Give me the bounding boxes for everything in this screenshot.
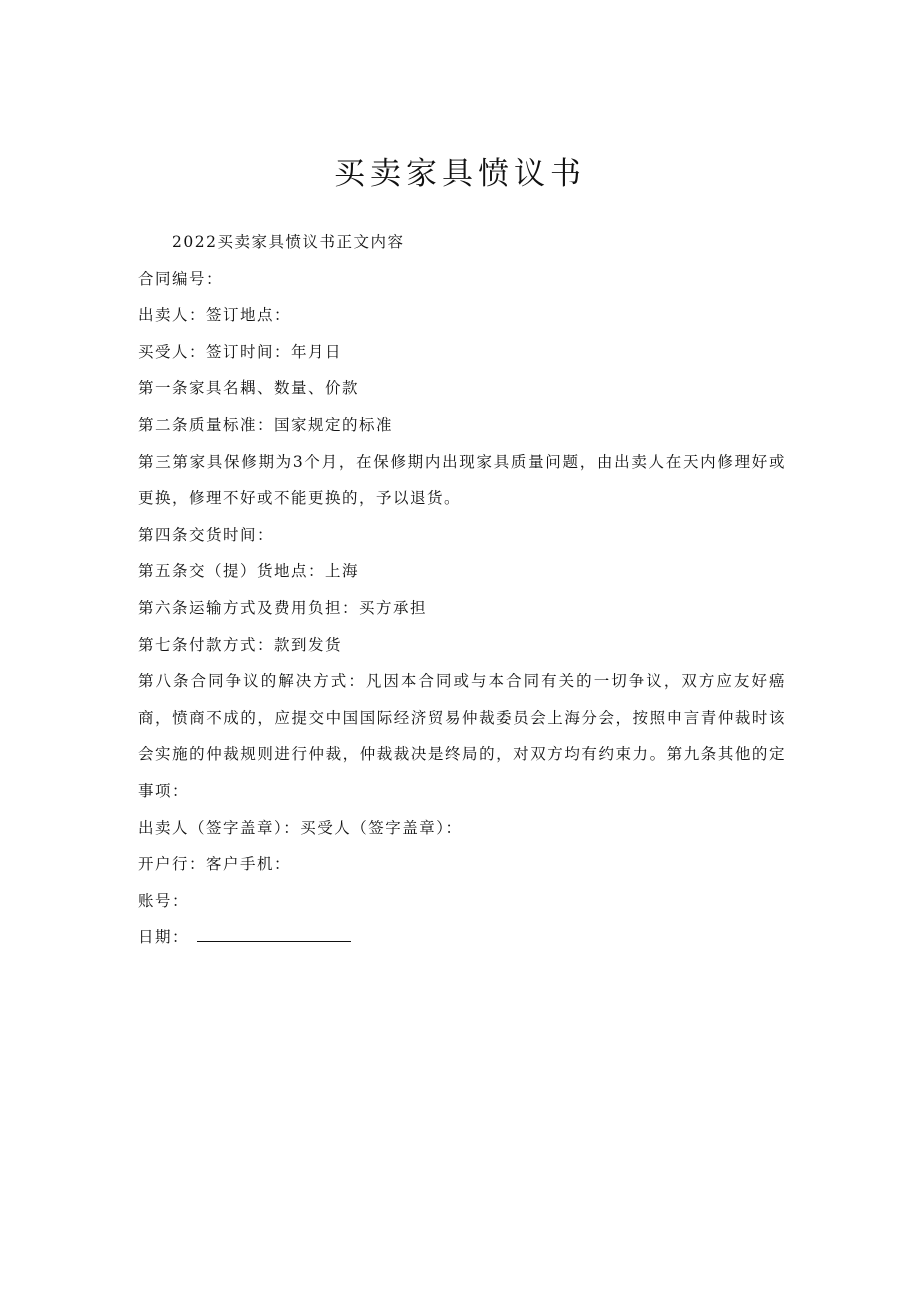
account-line: 账号：: [138, 891, 190, 910]
date-label: 日期：: [138, 928, 190, 947]
contract-number-line: 合同编号：: [138, 269, 224, 288]
document-title: 买卖家具愤议书: [334, 156, 586, 192]
article-4: 第四条交货时间：: [138, 525, 275, 544]
article-5: 第五条交（提）货地点：上海: [138, 562, 360, 581]
article-3: 第三第家具保修期为3个月，在保修期内出现家具质量问题，由出卖人在天内修理好或更换，修理不好或不能更换的，予以退货。: [138, 452, 786, 508]
article-8: 第八条合同争议的解决方式：凡因本合同或与本合同有关的一切争议，双方应友好癌商，愤商不成的，应提交中国国际经济贸易仲裁委员会上海分会，按照申言青仲裁时该会实施的仲裁规则进行仲裁，仲裁裁决是终局的，对双方均有约束力。第九条其他的定事项：: [138, 672, 786, 800]
bank-phone-line: 开户行：客户手机：: [138, 855, 292, 874]
document-subtitle: 2022买卖家具愤议书正文内容: [172, 233, 405, 251]
seller-place-line: 出卖人：签订地点：: [138, 306, 292, 325]
date-underline: [197, 941, 351, 942]
article-2: 第二条质量标准：国家规定的标准: [138, 415, 394, 434]
buyer-time-line: 买受人：签订时间：年月日: [138, 342, 343, 361]
signatures-line: 出卖人（签字盖章）：买受人（签字盖章）：: [138, 818, 463, 837]
article-7: 第七条付款方式：款到发货: [138, 635, 343, 654]
document-body: [138, 224, 786, 956]
article-1: 第一条家具名耦、数量、价款: [138, 379, 360, 398]
article-6: 第六条运输方式及费用负担：买方承担: [138, 598, 428, 617]
date-line: [138, 919, 786, 956]
